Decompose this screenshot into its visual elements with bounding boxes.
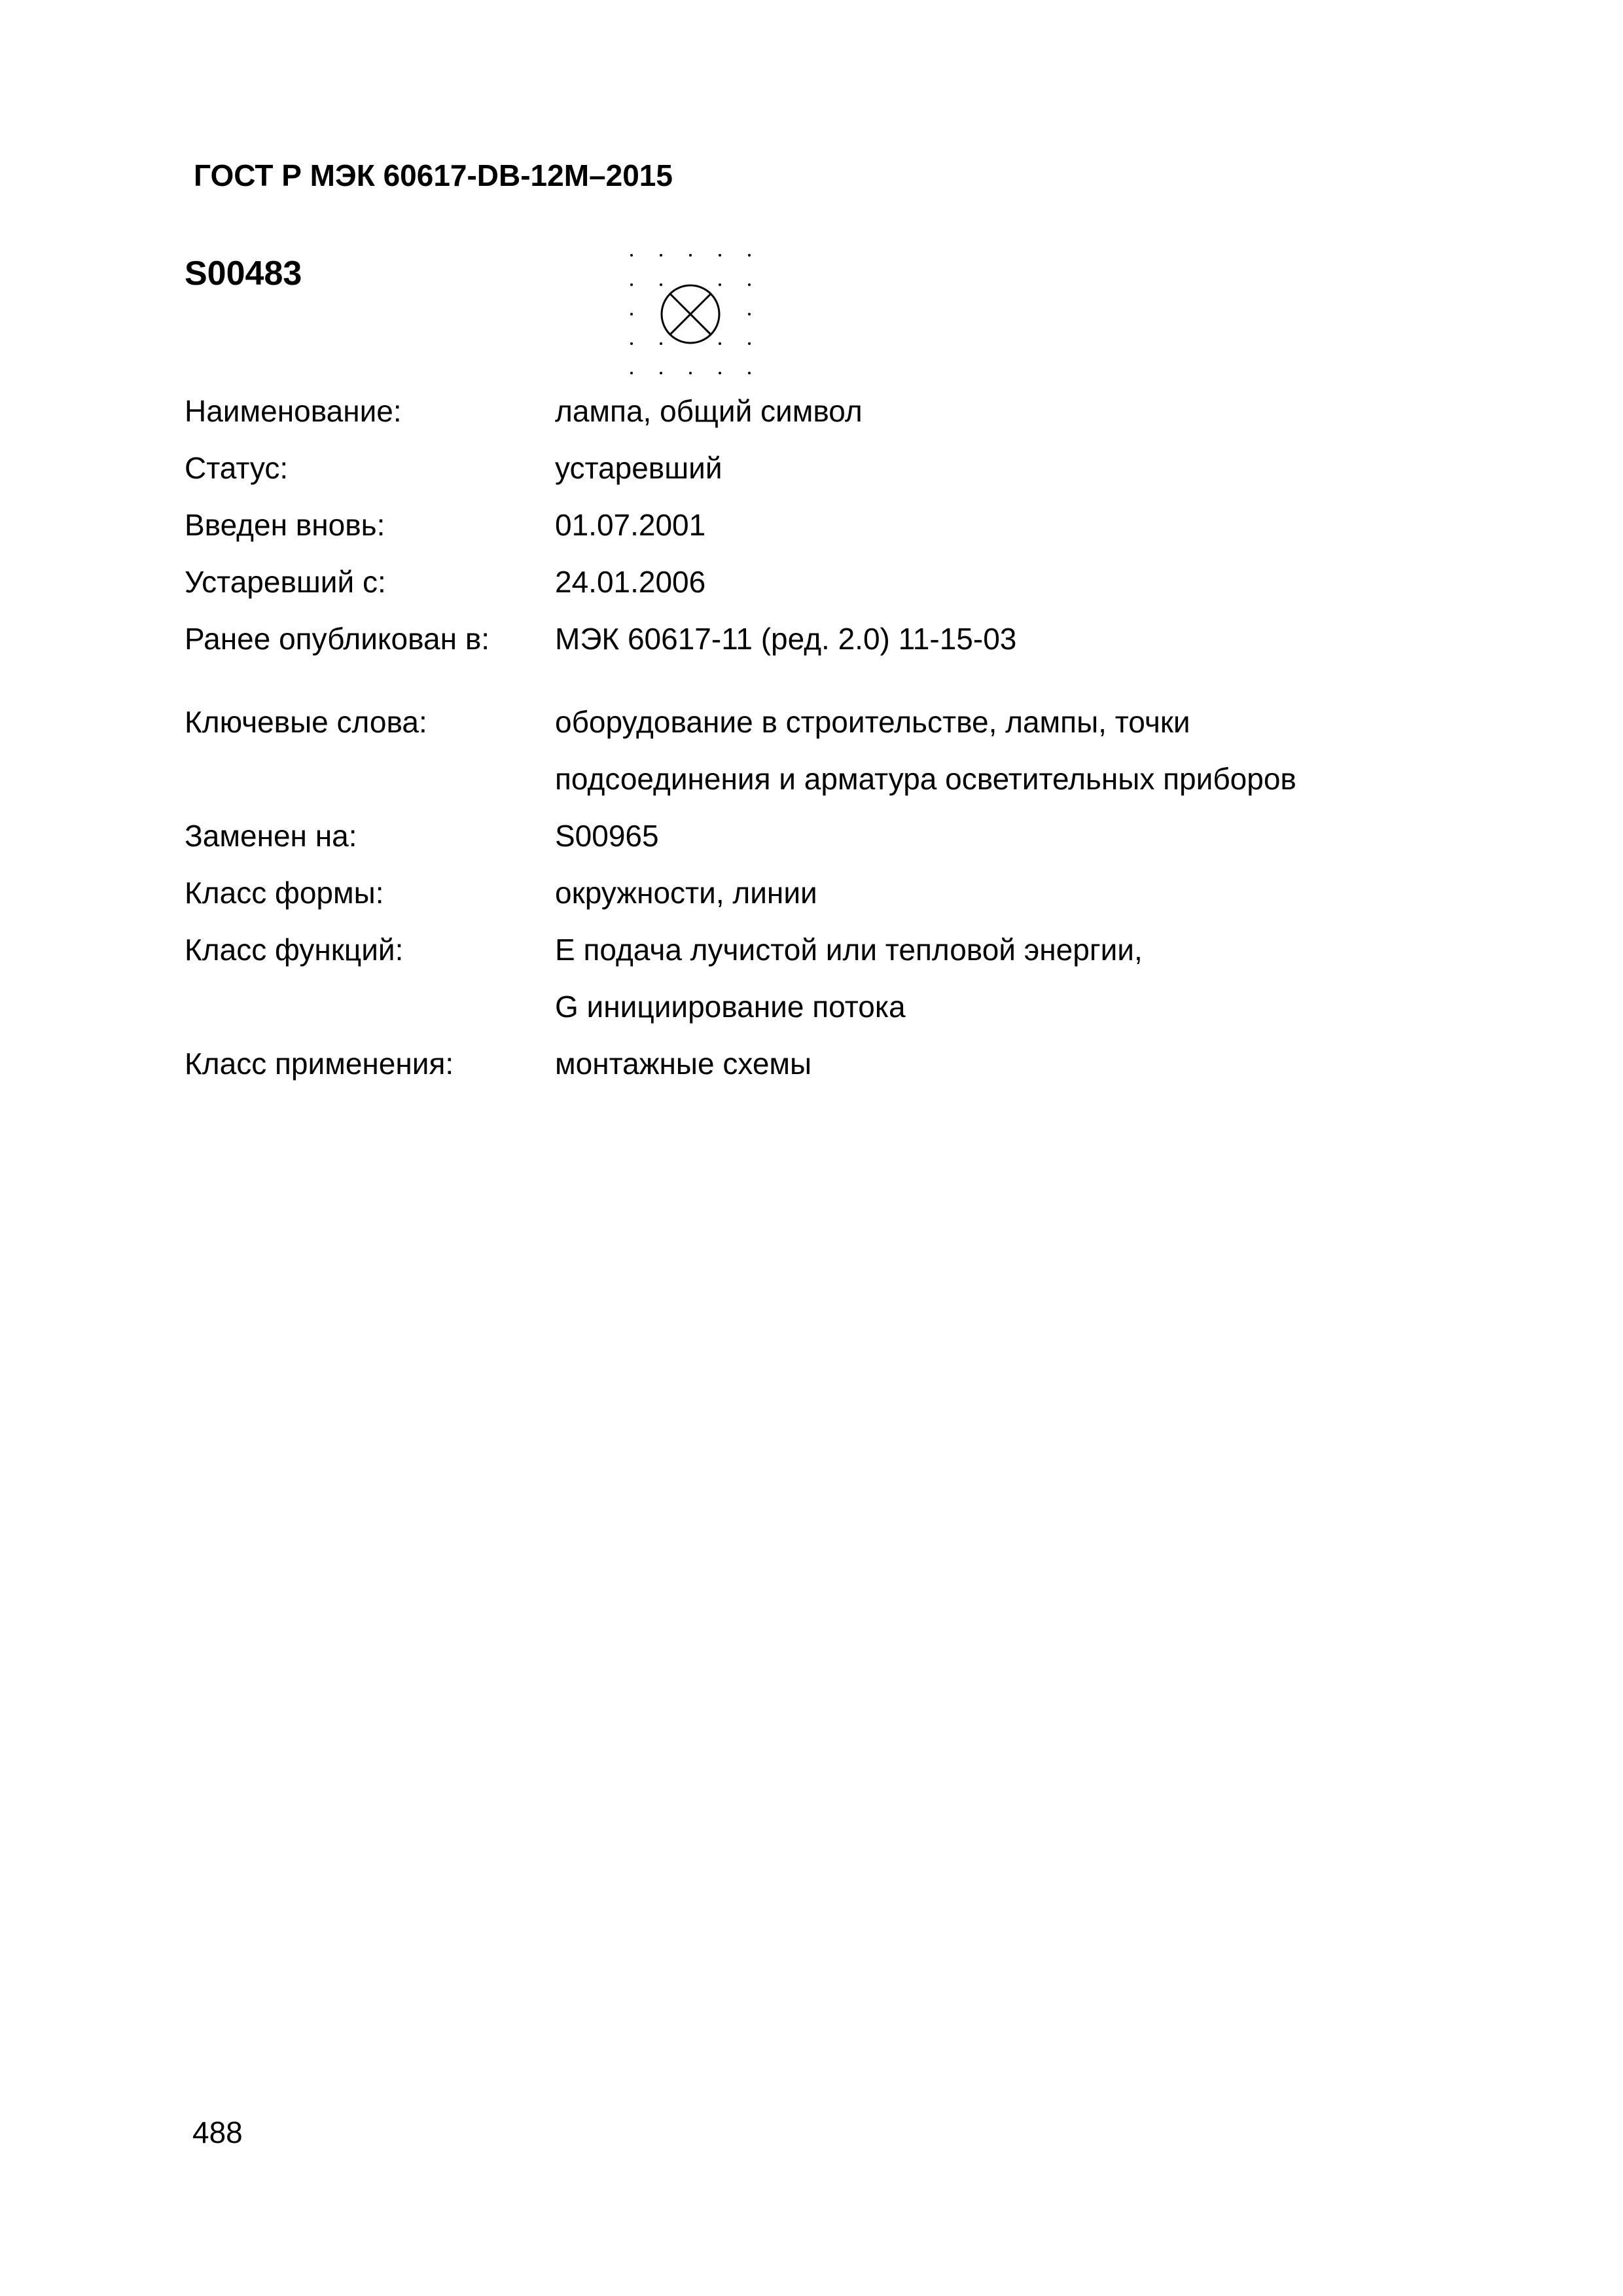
property-value-line: подсоединения и арматура осветительных приборов (555, 762, 1296, 796)
property-value-line: G инициирование потока (555, 990, 906, 1024)
property-row (185, 922, 1467, 1035)
standard-header: ГОСТ Р МЭК 60617-DB-12M–2015 (194, 158, 673, 192)
property-value (555, 694, 1467, 808)
page-number: 488 (192, 2115, 243, 2149)
property-value-line: окружности, линии (555, 876, 817, 910)
property-row (185, 1035, 1467, 1092)
property-label: Класс формы: (185, 876, 384, 910)
property-label: Ранее опубликован в: (185, 622, 490, 656)
property-row (185, 611, 1467, 668)
property-value (555, 440, 1467, 497)
property-label: Устаревший с: (185, 565, 386, 599)
property-row (185, 554, 1467, 611)
property-value (555, 922, 1467, 1035)
property-value (555, 554, 1467, 611)
property-value (555, 1035, 1467, 1092)
symbol-code: S00483 (185, 255, 302, 293)
property-value (555, 497, 1467, 554)
property-value-line: S00965 (555, 819, 659, 853)
property-label: Заменен на: (185, 819, 357, 853)
property-value-line: лампа, общий символ (555, 394, 863, 428)
property-label: Ключевые слова: (185, 705, 427, 739)
property-label: Наименование: (185, 394, 402, 428)
property-label: Статус: (185, 451, 289, 485)
property-row (185, 440, 1467, 497)
property-value-line: монтажные схемы (555, 1047, 812, 1081)
property-row (185, 808, 1467, 865)
property-row (185, 865, 1467, 922)
property-value-line: МЭК 60617-11 (ред. 2.0) 11-15-03 (555, 622, 1017, 656)
property-row (185, 694, 1467, 808)
property-row (185, 497, 1467, 554)
property-label: Класс применения: (185, 1047, 454, 1081)
lamp-cross-circle-icon (622, 245, 759, 383)
property-value (555, 383, 1467, 440)
property-value-line: E подача лучистой или тепловой энергии, (555, 933, 1143, 967)
property-value-line: 01.07.2001 (555, 508, 706, 542)
property-value (555, 865, 1467, 922)
property-value-line: 24.01.2006 (555, 565, 706, 599)
property-label: Введен вновь: (185, 508, 385, 542)
property-label: Класс функций: (185, 933, 404, 967)
symbol-properties (185, 383, 1467, 1092)
property-value (555, 808, 1467, 865)
property-value-line: оборудование в строительстве, лампы, точки (555, 705, 1190, 739)
property-value (555, 611, 1467, 668)
property-row (185, 383, 1467, 440)
property-value-line: устаревший (555, 451, 722, 485)
